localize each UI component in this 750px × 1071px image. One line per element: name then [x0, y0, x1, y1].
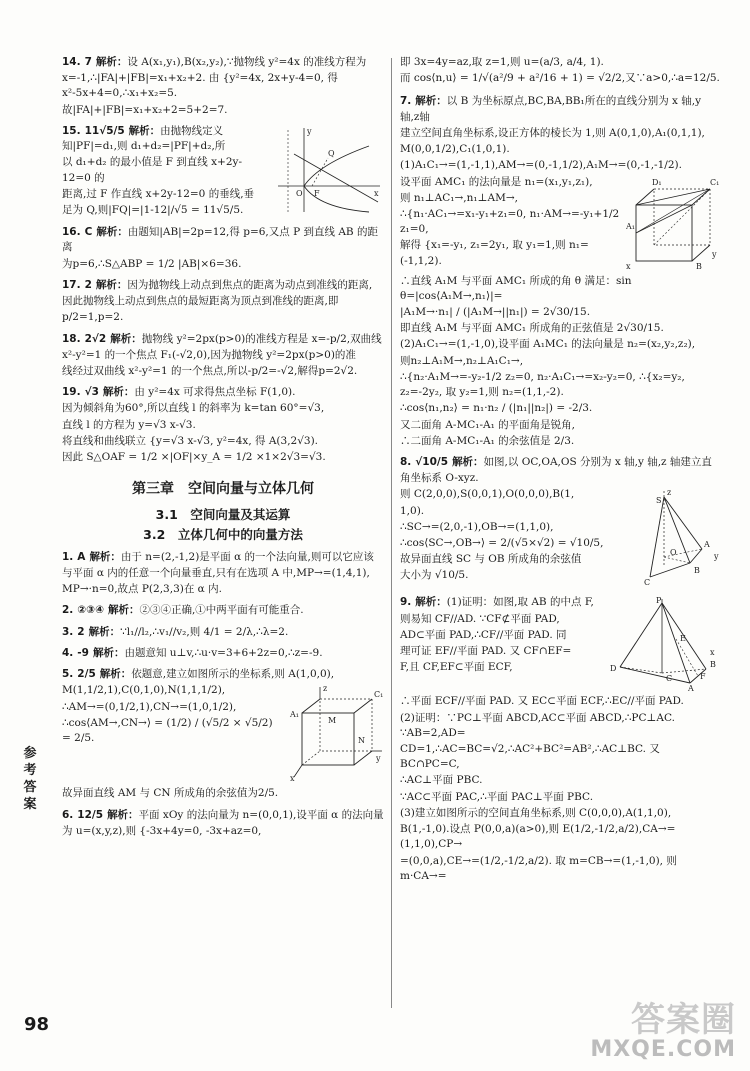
answer-3-3: [62, 625, 384, 640]
solution-line: 建立空间直角坐标系,设正方体的棱长为 1,则 A(0,1,0),A₁(0,1,1),: [400, 126, 705, 139]
answer-value: C: [84, 226, 93, 239]
solution-line: M(0,0,1/2),C₁(1,0,1).: [400, 143, 510, 156]
solution-line: (1)证明：如图,取 AB 的中点 F,: [446, 596, 594, 609]
answer-16: [62, 225, 384, 272]
solution-line: 平面 xOy 的法向量为 n=(0,0,1),设平面 α 的法向量: [138, 808, 384, 821]
solution-line: 大小为 √10/5.: [400, 569, 469, 582]
pyramid-figure: [642, 487, 722, 587]
answer-18: [62, 332, 384, 380]
solution-line: |A₁M→·n₁| / (|A₁M→||n₁|) = 2√30/15.: [400, 305, 591, 318]
question-number: 16.: [62, 226, 81, 239]
solution-line: 1,0).: [400, 504, 425, 517]
solution-line: F,且 CF,EF⊂平面 ECF,: [400, 661, 513, 674]
solution-line: 又二面角 A-MC₁-A₁ 的平面角是锐角,: [400, 418, 575, 431]
watermark-main: 答案圈: [631, 1000, 736, 1040]
svg-text:F: F: [314, 188, 320, 198]
solution-line: ∵l₁//l₂,∴v₁//v₂,则 4/1 = 2/λ,∴λ=2.: [120, 625, 289, 638]
solution-line: ∴cos⟨n₁,n₂⟩ = n₁·n₂ / (|n₁||n₂|) = -2/3.: [400, 402, 593, 415]
svg-text:B: B: [696, 261, 702, 271]
solution-line: ∴{n₁·AC₁→=x₁-y₁+z₁=0, n₁·AM→=-y₁+1/2 z₁=0,: [400, 207, 620, 236]
analysis-tag: 解析：: [95, 278, 128, 291]
analysis-tag: 解析：: [99, 668, 132, 681]
question-number: 1.: [62, 550, 74, 563]
svg-text:M: M: [328, 716, 337, 726]
answer-value: 11√5/5: [84, 124, 125, 137]
answer-value: 2√2: [84, 332, 107, 345]
svg-text:A: A: [704, 540, 710, 550]
answer-3-4: [62, 646, 384, 661]
svg-text:x: x: [710, 648, 715, 658]
analysis-tag: 解析：: [96, 226, 128, 239]
solution-line: 将直线和曲线联立 {y=√3 x-√3, y²=4x, 得 A(3,2√3).: [62, 434, 319, 447]
svg-text:D: D: [610, 664, 617, 674]
question-number: 3.: [62, 625, 74, 638]
answer-17: [62, 278, 384, 326]
solution-line: 由题知|AB|=2p=12,得 p=6,又点 P 到直线 AB 的距离: [62, 226, 378, 254]
solution-line: 抛物线 y²=2px(p>0)的准线方程是 x=-p/2,双曲线: [141, 332, 382, 345]
svg-text:Q: Q: [328, 148, 335, 158]
svg-text:y: y: [714, 552, 719, 562]
svg-text:A: A: [688, 684, 694, 692]
answer-value: √3: [84, 386, 99, 399]
question-number: 19.: [62, 386, 81, 399]
section-title: 3.1 空间向量及其运算: [155, 506, 291, 522]
question-number: 5.: [62, 668, 74, 681]
svg-text:C: C: [666, 674, 673, 684]
cube-figure-q7: [626, 175, 722, 271]
answer-3-5: [62, 667, 384, 801]
svg-text:y: y: [712, 249, 717, 259]
solution-line: 因为倾斜角为60°,所以直线 l 的斜率为 k=tan 60°=√3,: [62, 402, 325, 415]
svg-text:D₁: D₁: [652, 177, 662, 187]
analysis-tag: 解析：: [102, 386, 135, 399]
solution-line: 为p=6,∴S△ABP = 1/2 |AB|×6=36.: [62, 257, 242, 270]
solution-line: 线经过双曲线 x²-y²=1 的一个焦点,所以-p/2=-√2,解得p=2√2.: [62, 364, 358, 377]
solution-line: ∴AC⊥平面 PBC.: [400, 774, 483, 787]
question-number: 9.: [400, 596, 412, 609]
solution-line: =(0,0,a),CE→=(1/2,-1/2,a/2). 取 m=CB→=(1,-1,0), 则 m·CA→=: [400, 854, 677, 882]
solution-line: 则 n₁⊥AC₁→,n₁⊥AM→,: [400, 191, 518, 204]
column-divider: [391, 58, 392, 1008]
solution-line: x²-y²=1 的一个焦点 F₁(-√2,0),因为抛物线 y²=2px(p>0)的准: [62, 348, 356, 361]
answer-value: 7: [84, 56, 92, 68]
answer-14: [62, 55, 384, 118]
answer-value: -9: [77, 646, 89, 659]
solution-line: 由 y²=4x 可求得焦点坐标 F(1,0).: [134, 386, 296, 399]
answer-value: √10/5: [415, 455, 449, 468]
solution-line: 依题意,建立如图所示的坐标系,则 A(1,0,0),: [131, 668, 335, 681]
answer-15: [62, 124, 384, 219]
solution-line: 设 A(x₁,y₁),B(x₂,y₂),∵抛物线 y²=4x 的准线方程为: [127, 56, 367, 68]
solution-line: 理可证 EF//平面 PAD. 又 CF∩EF=: [400, 645, 572, 658]
answer-value: 2: [77, 625, 85, 638]
svg-text:x: x: [374, 188, 379, 198]
solution-line: MP→·n=0,故点 P(2,3,3)在 α 内.: [62, 583, 222, 596]
solution-line: 则n₂⊥A₁M→,n₂⊥A₁C₁→,: [400, 354, 524, 367]
svg-text:E: E: [680, 634, 686, 644]
solution-line: 由于 n=(2,-1,2)是平面 α 的一个法向量,则可以它应该: [120, 550, 374, 563]
parabola-figure: [274, 124, 384, 216]
svg-text:z: z: [667, 488, 672, 498]
svg-text:y: y: [307, 126, 312, 136]
solution-line: x=-1,∴|FA|+|FB|=x₁+x₂+2. 由 {y²=4x, 2x+y-4=0, 得 x²-5x+4=0,∴x₁+x₂=5.: [62, 72, 338, 100]
solution-line: ∴{n₂·A₁M→=-y₂-1/2 z₂=0, n₂·A₁C₁→=x₂-y₂=0, ∴{x₂=y₂, z₂=-2y₂, 取 y₂=1,则 n₂=(1,1,-2).: [400, 370, 685, 399]
analysis-tag: 解析：: [128, 124, 161, 137]
solution-line: 足为 Q,则|FQ|=|1-12|/√5 = 11√5/5.: [62, 203, 244, 216]
answer-3-1: [62, 550, 384, 598]
question-number: 7.: [400, 95, 412, 108]
svg-text:P: P: [656, 596, 662, 606]
solution-line: 故异面直线 AM 与 CN 所成角的余弦值为2/5.: [62, 787, 279, 800]
solution-line: 以 B 为坐标原点,BC,BA,BB₁所在的直线分别为 x 轴,y 轴,z轴: [400, 95, 702, 123]
solution-line: ∴二面角 A-MC₁-A₁ 的余弦值是 2/3.: [400, 434, 575, 447]
svg-text:x: x: [626, 261, 631, 271]
cube-figure: [288, 683, 384, 783]
solution-line: ∴cos⟨SC→,OB→⟩ = 2/(√5×√2) = √10/5,: [400, 537, 604, 550]
answer-3-8: [400, 455, 722, 589]
solution-line: ∴直线 A₁M 与平面 AMC₁ 所成的角 θ 满足：sin θ=|cos⟨A₁M→,n₁⟩|=: [400, 274, 632, 302]
solution-line: B(1,-1,0).设点 P(0,0,a)(a>0),则 E(1/2,-1/2,a/2),CA→=(1,1,0),CP→: [400, 823, 676, 851]
svg-text:O: O: [670, 548, 677, 558]
analysis-tag: 解析：: [452, 455, 484, 468]
answer-3-6: [62, 808, 384, 839]
solution-line: 角坐标系 O-xyz.: [400, 472, 479, 485]
solution-line: 与平面 α 内的任意一个向量垂直,只有在选项 A 中,MP→=(1,4,1),: [62, 567, 370, 580]
question-number: 6.: [62, 808, 74, 821]
solution-line: 解得 {x₁=-y₁, z₁=2y₁, 取 y₁=1,则 n₁=(-1,1,2).: [400, 239, 589, 267]
analysis-tag: 解析：: [88, 625, 121, 638]
svg-text:x: x: [290, 774, 295, 784]
solution-line: 因此抛物线上动点到焦点的最短距离为顶点到准线的距离,即: [62, 295, 339, 308]
solution-line: 直线 l 的方程为 y=√3 x-√3.: [62, 418, 196, 431]
solution-line: 而 cos⟨n,u⟩ = 1/√(a²/9 + a²/16 + 1) = √2/2,又∵a>0,∴a=12/5.: [400, 72, 720, 85]
svg-text:C: C: [644, 578, 651, 588]
analysis-tag: 解析：: [110, 332, 142, 345]
svg-text:N: N: [358, 736, 365, 746]
answer-value: ②③④: [77, 604, 104, 617]
solution-line: 因此 S△OAF = 1/2 ×|OF|×y_A = 1/2 ×1×2√3=√3.: [62, 451, 326, 464]
solution-line: 即 3x=4y=az,取 z=1,则 u=(a/3, a/4, 1).: [400, 56, 604, 68]
solution-line: (2)A₁C₁→=(1,-1,0),设平面 A₁MC₁ 的法向量是 n₂=(x₂,y₂,z₂),: [400, 338, 696, 351]
page-number: 98: [24, 1014, 50, 1035]
svg-text:B: B: [694, 566, 700, 576]
svg-text:y: y: [376, 754, 381, 764]
svg-text:F: F: [700, 672, 706, 682]
watermark-sub: MXQE.COM: [590, 1037, 736, 1062]
svg-text:A₁: A₁: [290, 710, 299, 720]
solution-line: M(1,1/2,1),C(0,1,0),N(1,1,1/2),: [62, 684, 226, 697]
solution-line: 故|FA|+|FB|=x₁+x₂+2=5+2=7.: [62, 103, 228, 116]
solution-line: (2)证明：∵PC⊥平面 ABCD,AC⊂平面 ABCD,∴PC⊥AC. ∵AB=2,AD=: [400, 711, 675, 739]
question-number: 17.: [62, 278, 81, 291]
chapter-title: 第三章 空间向量与立体几何: [132, 481, 314, 498]
side-tab-answers: 参考答案: [23, 746, 37, 812]
solution-line: AD⊂平面 PAD,∴CF//平面 PAD. 同: [400, 628, 567, 641]
svg-text:A₁: A₁: [626, 221, 635, 231]
svg-text:C₁: C₁: [374, 690, 384, 700]
left-column: [62, 54, 384, 845]
answer-value: 2/5: [77, 668, 96, 681]
solution-line: ∴cos⟨AM→,CN→⟩ = (1/2) / (√5/2 × √5/2) = 2/5.: [62, 716, 273, 744]
analysis-tag: 解析：: [107, 604, 140, 617]
analysis-tag: 解析：: [107, 808, 139, 821]
solution-line: 距离,过 F 作直线 x+2y-12=0 的垂线,垂: [62, 187, 255, 200]
question-number: 8.: [400, 455, 412, 468]
svg-text:S: S: [656, 496, 662, 506]
solution-line: ②③④正确,①中两平面有可能重合.: [139, 604, 304, 617]
solution-line: 由题意知 u⊥v,∴u·v=3+6+2z=0,∴z=-9.: [124, 646, 323, 659]
solution-line: ∵AC⊂平面 PAC,∴平面 PAC⊥平面 PBC.: [400, 790, 594, 803]
question-number: 15.: [62, 124, 81, 137]
solution-line: 故异面直线 SC 与 OB 所成角的余弦值: [400, 553, 582, 566]
answer-19: [62, 385, 384, 465]
svg-text:B: B: [710, 660, 716, 670]
solution-line: 由抛物线定义知|PF|=d₁,则 d₁+d₂=|PF|+d₂,所: [62, 124, 226, 153]
solution-line: ∴SC→=(2,0,-1),OB→=(1,1,0),: [400, 520, 554, 533]
solution-line: 以 d₁+d₂ 的最小值是 F 到直线 x+2y-12=0 的: [62, 156, 243, 184]
question-number: 14.: [62, 56, 81, 68]
section-title: 3.2 立体几何中的向量方法: [143, 526, 303, 542]
analysis-tag: 解析：: [415, 596, 447, 609]
solution-line: (1)A₁C₁→=(1,-1,1),AM→=(0,-1,1/2),A₁M→=(0,-1,-1/2).: [400, 159, 682, 172]
solution-line: ∴AM→=(0,1/2,1),CN→=(1,0,1/2),: [62, 700, 237, 713]
solution-line: p/2=1,p=2.: [62, 311, 124, 324]
question-number: 4.: [62, 646, 74, 659]
answer-3-9: [400, 595, 722, 884]
solution-line: (3)建立如图所示的空间直角坐标系,则 C(0,0,0),A(1,1,0),: [400, 806, 672, 819]
solution-line: 即直线 A₁M 与平面 AMC₁ 所成角的正弦值是 2√30/15.: [400, 322, 664, 335]
right-column: [400, 54, 722, 890]
answer-value: A: [77, 550, 86, 563]
svg-text:z: z: [323, 684, 328, 694]
answer-value: 2: [84, 278, 92, 291]
answer-value: 12/5: [77, 808, 104, 821]
answer-3-7: [400, 94, 722, 449]
analysis-tag: 解析：: [415, 95, 447, 108]
question-number: 2.: [62, 604, 74, 617]
svg-text:C₁: C₁: [710, 177, 720, 187]
solution-line: 设平面 AMC₁ 的法向量是 n₁=(x₁,y₁,z₁),: [400, 175, 593, 188]
svg-text:O: O: [296, 188, 303, 198]
solution-line: ∴平面 ECF//平面 PAD. 又 EC⊂平面 ECF,∴EC//平面 PAD.: [400, 695, 684, 708]
analysis-tag: 解析：: [92, 646, 125, 659]
solution-line: 如图,以 OC,OA,OS 分别为 x 轴,y 轴,z 轴建立直: [483, 455, 712, 468]
analysis-tag: 解析：: [89, 550, 121, 563]
analysis-tag: 解析：: [95, 56, 128, 68]
pyramid-figure-q9: [606, 595, 722, 691]
watermark-logo: [590, 1000, 736, 1065]
answer-3-2: [62, 603, 384, 618]
solution-line: CD=1,∴AC=BC=√2,∴AC²+BC²=AB²,∴AC⊥BC. 又 BC∩PC=C,: [400, 743, 660, 771]
solution-line: 为 u=(x,y,z),则 {-3x+4y=0, -3x+az=0,: [62, 824, 262, 837]
solution-line: 因为抛物线上动点到焦点的距离为动点到准线的距离,: [127, 278, 373, 291]
solution-line: 则易知 CF//AD. ∵CF⊄平面 PAD,: [400, 612, 560, 625]
question-number: 18.: [62, 332, 81, 345]
solution-line: 则 C(2,0,0),S(0,0,1),O(0,0,0),B(1,: [400, 488, 575, 501]
